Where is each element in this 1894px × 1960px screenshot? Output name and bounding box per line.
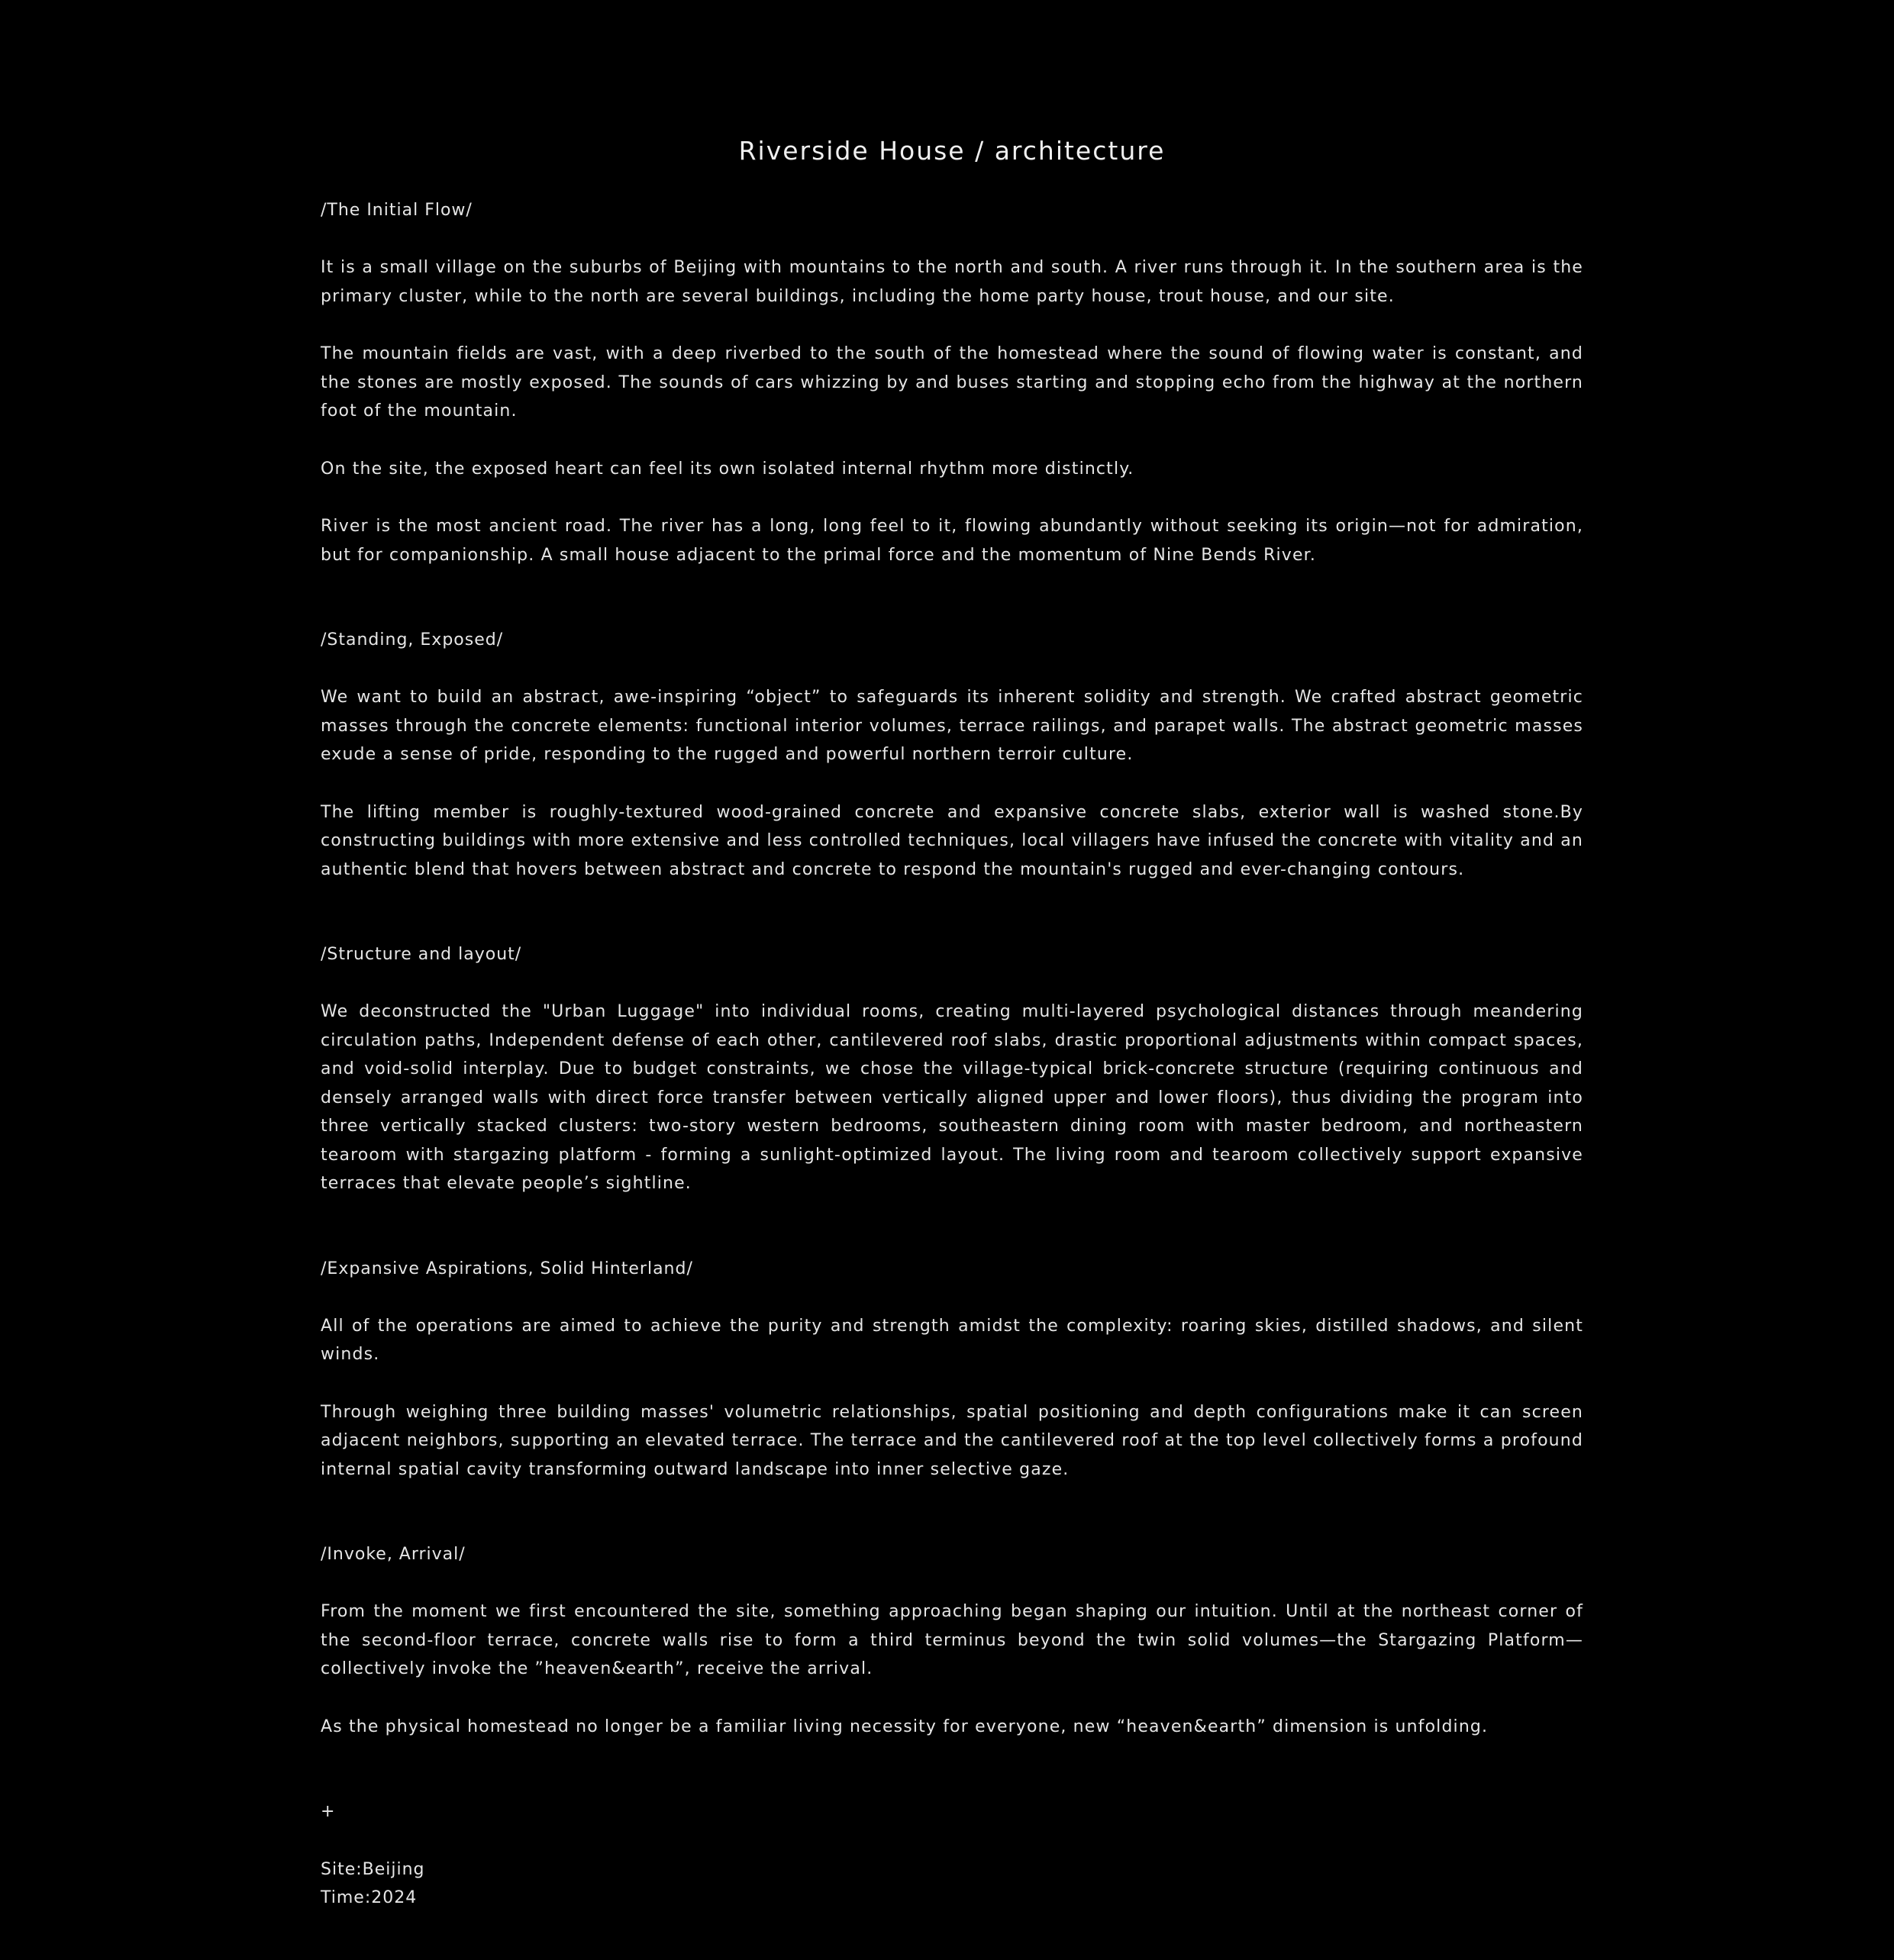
- section-heading: /Structure and layout/: [321, 945, 522, 964]
- paragraph: All of the operations are aimed to achieve the purity and strength amidst the complexity: roaring skies, distilled shadows, and silent winds.: [321, 1316, 1583, 1364]
- section-initial-flow: [321, 196, 1583, 569]
- paragraph: The lifting member is roughly-textured wood-grained concrete and expansive concrete slabs, exterior wall is washed stone.By constructing buildings with more extensive and less controlled techniques, local villagers have infused the concrete with vitality and an authentic blend that hovers between abstract and concrete to respond the mountain's rugged and ever-changing contours.: [321, 802, 1583, 879]
- section-standing-exposed: [321, 626, 1583, 884]
- section-invoke-arrival: [321, 1540, 1583, 1741]
- time-info: Time:2024: [321, 1888, 418, 1907]
- paragraph: As the physical homestead no longer be a familiar living necessity for everyone, new “heaven&earth” dimension is unfolding.: [321, 1717, 1489, 1736]
- section-expansive-aspirations: [321, 1255, 1583, 1485]
- page-title: Riverside House / architecture: [738, 136, 1166, 166]
- paragraph: Through weighing three building masses' volumetric relationships, spatial positioning and depth configurations make it can screen adjacent neighbors, supporting an elevated terrace. The terrace and the cantilevered roof at the top level collectively forms a profound internal spatial cavity transforming outward landscape into inner selective gaze.: [321, 1402, 1583, 1479]
- site-info: Site:Beijing: [321, 1859, 425, 1879]
- paragraph: On the site, the exposed heart can feel its own isolated internal rhythm more distinctly.: [321, 459, 1134, 479]
- paragraph: We want to build an abstract, awe-inspiring “object” to safeguards its inherent solidity and strength. We crafted abstract geometric masses through the concrete elements: functional interior volumes, terrace railings, and parapet walls. The abstract geometric masses exude a sense of pride, responding to the rugged and powerful northern terroir culture.: [321, 688, 1583, 764]
- section-heading: /Standing, Exposed/: [321, 630, 504, 650]
- paragraph: We deconstructed the "Urban Luggage" into individual rooms, creating multi-layered psychological distances through meandering circulation paths, Independent defense of each other, cantilevered roof slabs, drastic proportional adjustments within compact spaces, and void-solid interplay. Due to budget constraints, we chose the village-typical brick-concrete structure (requiring continuous and densely arranged walls with direct force transfer between vertically aligned upper and lower floors), thus dividing the program into three vertically stacked clusters: two-story western bedrooms, southeastern dining room with master bedroom, and northeastern tearoom with stargazing platform - forming a sunlight-optimized layout. The living room and tearoom collectively support expansive terraces that elevate people’s sightline.: [321, 1002, 1583, 1193]
- section-structure-layout: [321, 940, 1583, 1198]
- paragraph: River is the most ancient road. The river has a long, long feel to it, flowing abundantly without seeking its origin—not for admiration, but for companionship. A small house adjacent to the primal force and the momentum of Nine Bends River.: [321, 517, 1583, 565]
- project-info: [321, 1797, 1583, 1913]
- paragraph: The mountain fields are vast, with a deep riverbed to the south of the homestead where the sound of flowing water is constant, and the stones are mostly exposed. The sounds of cars whizzing by and buses starting and stopping echo from the highway at the northern foot of the mountain.: [321, 344, 1583, 421]
- plus-mark: +: [321, 1802, 335, 1821]
- article: [321, 136, 1583, 1913]
- section-heading: /Expansive Aspirations, Solid Hinterland/: [321, 1259, 693, 1278]
- paragraph: It is a small village on the suburbs of Beijing with mountains to the north and south. A river runs through it. In the southern area is the primary cluster, while to the north are several buildings, including the home party house, trout house, and our site.: [321, 258, 1583, 306]
- paragraph: From the moment we first encountered the site, something approaching began shaping our intuition. Until at the northeast corner of the second-floor terrace, concrete walls rise to form a third terminus beyond the twin solid volumes—the Stargazing Platform—collectively invoke the ”heaven&earth”, receive the arrival.: [321, 1602, 1583, 1678]
- section-heading: /The Initial Flow/: [321, 201, 473, 220]
- section-heading: /Invoke, Arrival/: [321, 1545, 466, 1564]
